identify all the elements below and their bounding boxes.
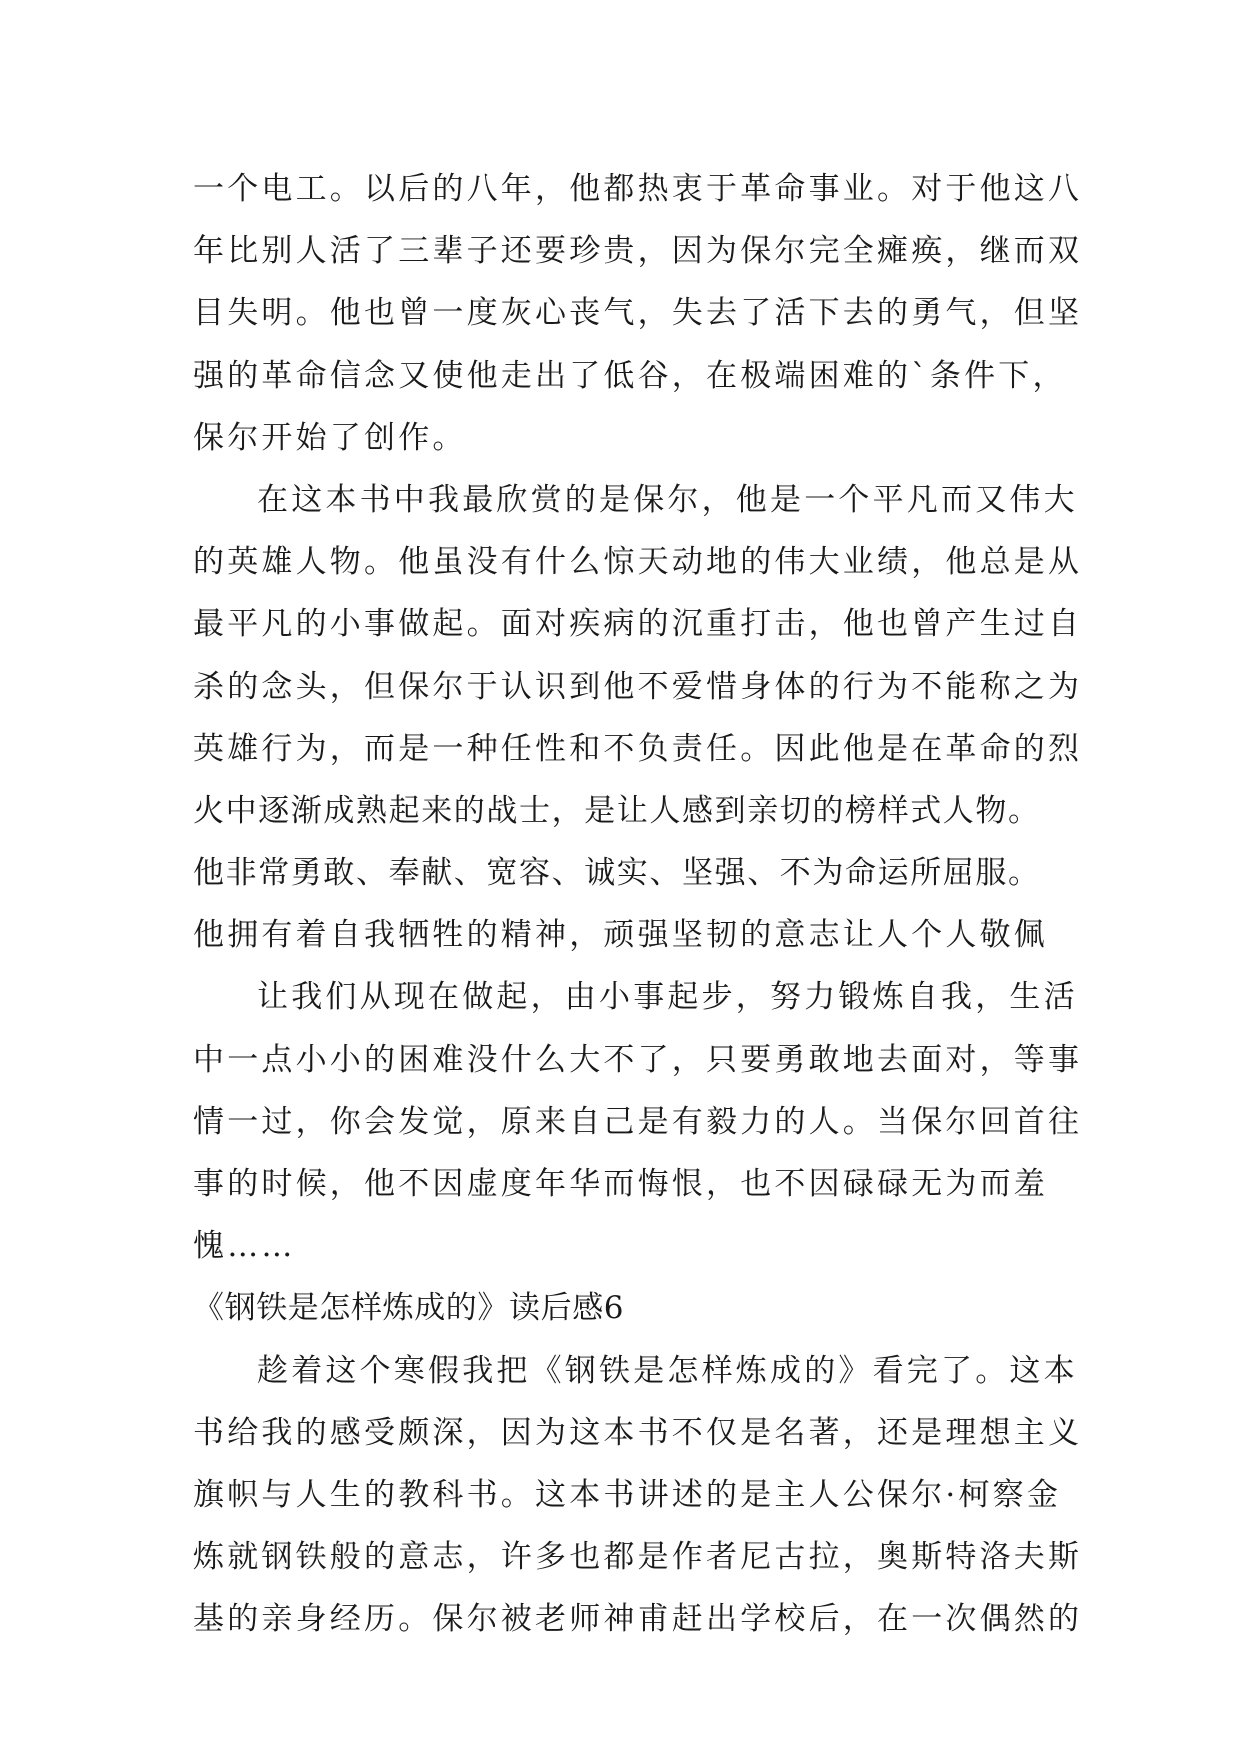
- paragraph: [193, 469, 1083, 967]
- text-line: 基的亲身经历。保尔被老师神甫赶出学校后，在一次偶然的: [193, 1601, 1083, 1638]
- document-body: [193, 158, 1083, 1651]
- text-line: 一个电工。以后的八年，他都热衷于革命事业。对于他这八: [193, 171, 1083, 207]
- text-line: 愧……: [193, 1228, 296, 1265]
- paragraph: [193, 158, 1083, 469]
- paragraph: [193, 1340, 1083, 1651]
- text-line: 书给我的感受颇深，因为这本书不仅是名著，还是理想主义: [193, 1414, 1083, 1451]
- text-line: 英雄行为，而是一种任性和不负责任。因此他是在革命的烈: [193, 730, 1083, 767]
- text-line: 他拥有着自我牺牲的精神，顽强坚韧的意志让人个人敬佩: [193, 917, 1048, 954]
- text-line: 让我们从现在做起，由小事起步，努力锻炼自我，生活: [257, 979, 1078, 1016]
- text-line: 在这本书中我最欣赏的是保尔，他是一个平凡而又伟大: [257, 481, 1078, 518]
- text-line: 旗帜与人生的教科书。这本书讲述的是主人公保尔·柯察金: [193, 1476, 1062, 1513]
- text-line: 中一点小小的困难没什么大不了，只要勇敢地去面对，等事: [193, 1041, 1083, 1078]
- text-line: 年比别人活了三辈子还要珍贵，因为保尔完全瘫痪，继而双: [193, 233, 1083, 270]
- text-line: 趁着这个寒假我把《钢铁是怎样炼成的》看完了。这本: [257, 1352, 1078, 1389]
- text-line: 目失明。他也曾一度灰心丧气，失去了活下去的勇气，但坚: [193, 295, 1083, 332]
- text-line: 事的时候，他不因虚度年华而悔恨，也不因碌碌无为而羞: [193, 1166, 1048, 1202]
- text-line: 强的革命信念又使他走出了低谷，在极端困难的`条件下，: [193, 357, 1067, 394]
- text-line: 他非常勇敢、奉献、宽容、诚实、坚强、不为命运所屈服。: [193, 855, 1041, 892]
- text-line: 保尔开始了创作。: [193, 419, 467, 456]
- text-line: 最平凡的小事做起。面对疾病的沉重打击，他也曾产生过自: [193, 606, 1083, 643]
- text-line: 炼就钢铁般的意志，许多也都是作者尼古拉，奥斯特洛夫斯: [193, 1539, 1083, 1576]
- section-heading: 《钢铁是怎样炼成的》读后感6: [193, 1290, 625, 1327]
- text-line: 情一过，你会发觉，原来自己是有毅力的人。当保尔回首往: [193, 1103, 1083, 1140]
- text-line: 火中逐渐成熟起来的战士，是让人感到亲切的榜样式人物。: [193, 792, 1041, 829]
- paragraph: [193, 966, 1083, 1277]
- text-line: 的英雄人物。他虽没有什么惊天动地的伟大业绩，他总是从: [193, 544, 1083, 581]
- text-line: 杀的念头，但保尔于认识到他不爱惜身体的行为不能称之为: [193, 668, 1083, 705]
